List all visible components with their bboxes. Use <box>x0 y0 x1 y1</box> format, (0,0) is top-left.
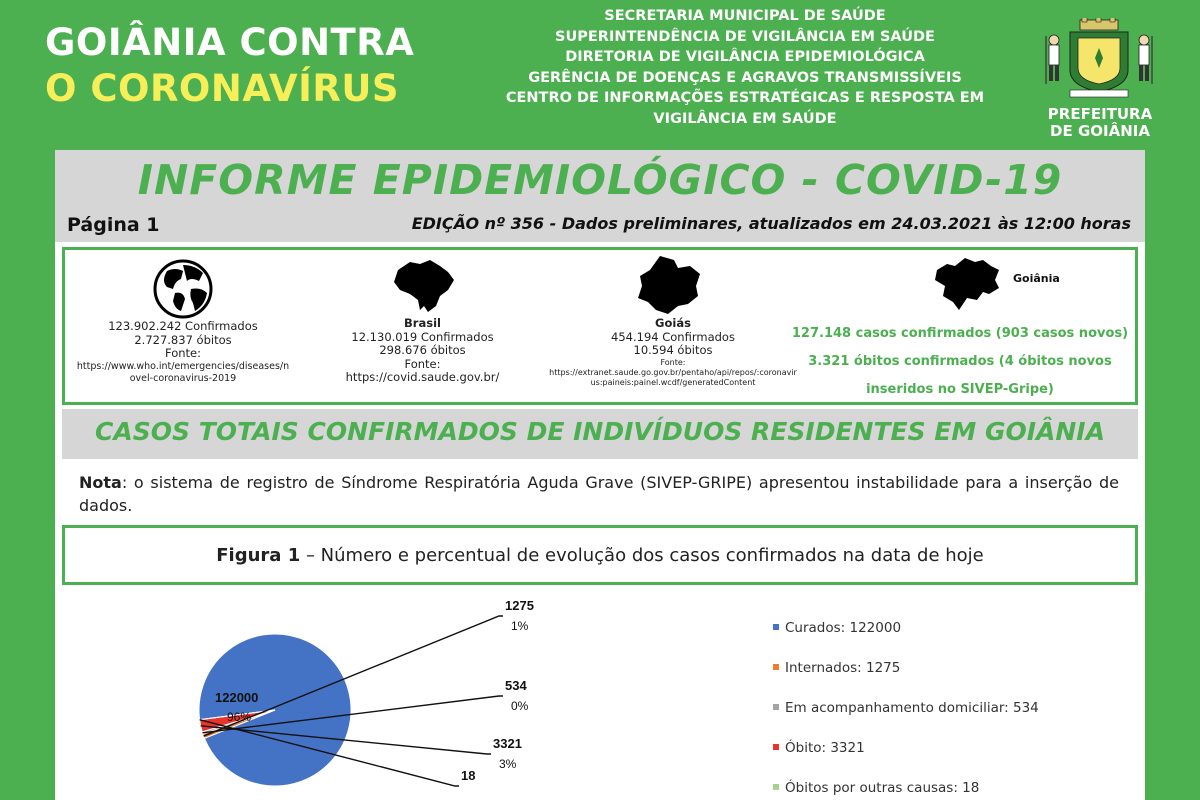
goias-name: Goiás <box>655 316 691 330</box>
note-paragraph <box>79 471 1119 517</box>
figure-caption-box <box>62 525 1138 585</box>
pie-chart <box>115 590 615 800</box>
figure-label: Figura 1 <box>216 545 301 566</box>
brand-title <box>45 20 414 112</box>
goias-source-line: us:paineis:painel.wcdf/generatedContent <box>590 377 756 387</box>
world-confirmed: 123.902.242 Confirmados <box>108 319 258 333</box>
pie-label-value: 534 <box>505 678 527 693</box>
title-band <box>55 150 1145 242</box>
pie-label-value: 18 <box>461 768 476 783</box>
brand-line-2: O CORONAVÍRUS <box>45 67 400 110</box>
pie-label-pct: 1% <box>511 619 529 633</box>
org-line: SECRETARIA MUNICIPAL DE SAÚDE <box>604 8 886 24</box>
goiania-deaths: 3.321 óbitos confirmados (4 óbitos novos <box>808 354 1112 369</box>
report-panel <box>55 150 1145 800</box>
org-line: VIGILÂNCIA EM SAÚDE <box>653 110 837 127</box>
section-title: CASOS TOTAIS CONFIRMADOS DE INDIVÍDUOS RESIDENTES EM GOIÂNIA <box>95 417 1105 446</box>
goias-map-icon <box>634 254 704 318</box>
brasil-name: Brasil <box>404 316 441 330</box>
goias-confirmed: 454.194 Confirmados <box>611 329 735 344</box>
goiania-stats <box>775 320 1145 404</box>
pie-label-curados-pct: 96% <box>227 710 252 724</box>
note-label: Nota <box>79 473 122 492</box>
organization-list <box>470 6 1020 129</box>
city-crest-icon <box>1040 18 1158 100</box>
pie-chart-area <box>55 590 1145 800</box>
legend-label: Em acompanhamento domiciliar: 534 <box>785 700 1039 716</box>
pie-label-value: 3321 <box>493 736 522 751</box>
legend-item <box>773 660 900 676</box>
goias-source-line: https://extranet.saude.go.gov.br/pentaho/api/repos/:coronavir <box>549 367 797 377</box>
report-title: INFORME EPIDEMIOLÓGICO - COVID-19 <box>137 156 1063 204</box>
goiania-deaths-note: inseridos no SIVEP-Gripe) <box>866 382 1054 397</box>
note-text: : o sistema de registro de Síndrome Respiratória Aguda Grave (SIVEP-GRIPE) apresentou instabilidade para a inserção de dados. <box>79 473 1119 515</box>
brasil-confirmed: 12.130.019 Confirmados <box>351 329 494 344</box>
goiania-name: Goiânia <box>1013 272 1060 285</box>
legend-label: Internados: 1275 <box>785 660 901 676</box>
figure-caption <box>65 545 1135 566</box>
legend-item <box>773 780 979 796</box>
brasil-source-label: Fonte: <box>404 356 441 371</box>
pie-label-curados-value: 122000 <box>215 690 259 705</box>
brasil-deaths: 298.676 óbitos <box>379 343 466 357</box>
brand-line-1: GOIÂNIA CONTRA <box>45 21 415 64</box>
world-deaths: 2.727.837 óbitos <box>134 332 232 347</box>
figure-caption-text: – Número e percentual de evolução dos casos confirmados na data de hoje <box>300 545 984 566</box>
legend-swatch <box>773 704 779 710</box>
legend-swatch <box>773 624 779 630</box>
legend-label: Curados: 122000 <box>785 620 902 636</box>
goiania-cases: 127.148 casos confirmados (903 casos novos) <box>791 326 1129 341</box>
legend-item <box>773 700 1039 716</box>
legend-label: Óbitos por outras causas: 18 <box>785 780 980 796</box>
prefeitura-label <box>1030 106 1170 140</box>
org-line: GERÊNCIA DE DOENÇAS E AGRAVOS TRANSMISSÍVEIS <box>528 69 962 86</box>
goiania-map-icon <box>933 256 1003 314</box>
pie-label-pct: 0% <box>511 699 529 713</box>
legend-item <box>773 740 865 756</box>
goias-deaths: 10.594 óbitos <box>633 343 713 357</box>
pie-label-pct: 3% <box>499 757 517 771</box>
prefeitura-line-1: PREFEITURA <box>1047 105 1153 123</box>
stats-box <box>62 247 1138 405</box>
edition-info: EDIÇÃO nº 356 - Dados preliminares, atualizados em 24.03.2021 às 12:00 horas <box>411 214 1131 233</box>
world-source-url <box>67 361 299 385</box>
legend-item <box>773 620 901 636</box>
world-source-label: Fonte: <box>165 346 201 360</box>
pie-label-value: 1275 <box>505 598 534 613</box>
legend-swatch <box>773 744 779 750</box>
page-label: Página 1 <box>67 214 160 236</box>
globe-icon <box>153 259 213 319</box>
prefeitura-line-2: DE GOIÂNIA <box>1050 122 1150 140</box>
org-line: CENTRO DE INFORMAÇÕES ESTRATÉGICAS E RESPOSTA EM <box>505 90 985 106</box>
header <box>0 0 1200 150</box>
brasil-source-url: https://covid.saude.gov.br/ <box>345 370 500 384</box>
goias-source-url <box>533 368 813 388</box>
org-line: DIRETORIA DE VIGILÂNCIA EPIDEMIOLÓGICA <box>565 49 925 65</box>
legend-swatch <box>773 784 779 790</box>
brazil-map-icon <box>390 256 456 316</box>
world-source-line: https://www.who.int/emergencies/diseases/n <box>76 360 290 372</box>
legend-label: Óbito: 3321 <box>785 740 865 756</box>
legend-swatch <box>773 664 779 670</box>
goias-source-label: Fonte: <box>660 357 686 367</box>
section-band <box>62 409 1138 459</box>
world-source-line: ovel-coronavirus-2019 <box>129 372 237 384</box>
org-line: SUPERINTENDÊNCIA DE VIGILÂNCIA EM SAÚDE <box>555 28 935 45</box>
